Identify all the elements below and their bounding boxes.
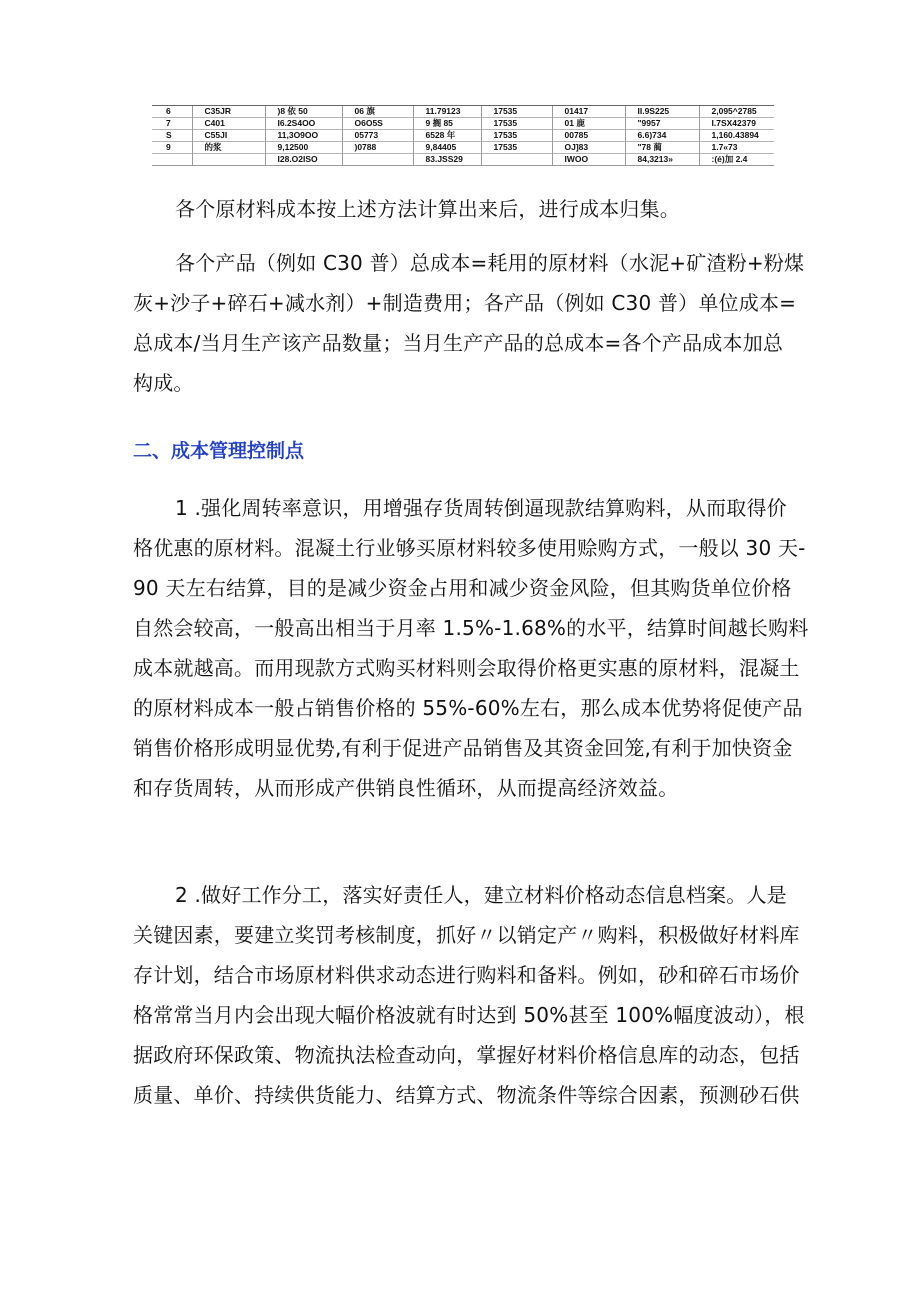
text-line: 成本就越高。而用现款方式购买材料则会取得价格更实惠的原材料，混凝土 [133, 656, 800, 680]
table-cell: 9,12500 [265, 142, 342, 154]
text-line: 销售价格形成明显优势,有利于促进产品销售及其资金回笼,有利于加快资金 [133, 736, 793, 760]
table-cell: 84,3213» [625, 154, 699, 166]
paragraph-turnover-awareness [133, 488, 809, 808]
table-row [152, 118, 774, 130]
text-line: 1 .强化周转率意识，用增强存货周转倒逼现款结算购料，从而取得价 [175, 496, 787, 520]
text-line: 构成。 [133, 371, 194, 395]
table-cell: 11,3O9OO [265, 130, 342, 142]
table-row [152, 106, 774, 118]
table-cell: 7 [152, 118, 192, 130]
table-cell: "78 蔺 [625, 142, 699, 154]
text-line: 各个原材料成本按上述方法计算出来后，进行成本归集。 [175, 197, 680, 221]
text-line: 和存货周转，从而形成产供销良性循环，从而提高经济效益。 [133, 776, 679, 800]
table-cell: 的浆 [192, 142, 265, 154]
table-cell: 01417 [552, 106, 625, 118]
table-row [152, 142, 774, 154]
table-cell: OJ]83 [552, 142, 625, 154]
table-cell: I28.O2ISO [265, 154, 342, 166]
table-cell: S [152, 130, 192, 142]
table-cell: 9,84405 [413, 142, 481, 154]
table-cell: 17535 [481, 106, 552, 118]
text-line: 格常常当月内会出现大幅价格波就有时达到 50%甚至 100%幅度波动），根 [133, 1003, 805, 1027]
table-cell: IWOO [552, 154, 625, 166]
table-cell [152, 154, 192, 166]
text-line: 质量、单价、持续供货能力、结算方式、物流条件等综合因素，预测砂石供 [133, 1083, 800, 1107]
table-cell: 17535 [481, 118, 552, 130]
text-line: 总成本/当月生产该产品数量；当月生产产品的总成本=各个产品成本加总 [133, 331, 784, 355]
table-cell: II.9S225 [625, 106, 699, 118]
text-line: 格优惠的原材料。混凝土行业够买原材料较多使用赊购方式，一般以 30 天- [133, 536, 806, 560]
table-cell: I6.2S4OO [265, 118, 342, 130]
section-heading: 二、成本管理控制点 [133, 440, 305, 462]
table-cell: 06 旗 [342, 106, 413, 118]
table-cell [481, 154, 552, 166]
table-cell: 6528 年 [413, 130, 481, 142]
table-cell: 11.79123 [413, 106, 481, 118]
text-line: 各个产品（例如 C30 普）总成本=耗用的原材料（水泥+矿渣粉+粉煤 [175, 251, 805, 275]
table-cell: I.7SX42379 [699, 118, 774, 130]
text-line: 关键因素，要建立奖罚考核制度，抓好〃以销定产〃购料，积极做好材料库 [133, 923, 800, 947]
table-cell: )0788 [342, 142, 413, 154]
table-cell: C35JR [192, 106, 265, 118]
table-cell: 6.6)734 [625, 130, 699, 142]
table-cell: 83.JSS29 [413, 154, 481, 166]
table-cell: 05773 [342, 130, 413, 142]
table-cell [192, 154, 265, 166]
table-cell: "9957 [625, 118, 699, 130]
text-line: 90 天左右结算，目的是减少资金占用和减少资金风险，但其购货单位价格 [133, 576, 792, 600]
table-cell: 9 搁 85 [413, 118, 481, 130]
table-row [152, 154, 774, 166]
paragraph-work-division [133, 875, 805, 1115]
table-cell: 2,095^2785 [699, 106, 774, 118]
table-row [152, 130, 774, 142]
text-line: 据政府环保政策、物流执法检查动向，掌握好材料价格信息库的动态，包括 [133, 1043, 800, 1067]
table-cell: 00785 [552, 130, 625, 142]
table-cell: )8 依 50 [265, 106, 342, 118]
table-cell: C55JI [192, 130, 265, 142]
table-cell: C401 [192, 118, 265, 130]
table-cell: 9 [152, 142, 192, 154]
table-cell [342, 154, 413, 166]
table-cell: 17535 [481, 142, 552, 154]
text-line: 存计划，结合市场原材料供求动态进行购料和备料。例如，砂和碎石市场价 [133, 963, 800, 987]
table-cell: :(é)加 2.4 [699, 154, 774, 166]
table-cell: 1.7«73 [699, 142, 774, 154]
paragraph-total-cost-formula [133, 243, 805, 403]
table-cell: O6O5S [342, 118, 413, 130]
table-cell: 17535 [481, 130, 552, 142]
table-cell: 01 鹿 [552, 118, 625, 130]
paragraph-cost-collection [133, 189, 793, 229]
text-line: 的原材料成本一般占销售价格的 55%-60%左右，那么成本优势将促使产品 [133, 696, 803, 720]
table-cell: 6 [152, 106, 192, 118]
text-line: 2 .做好工作分工，落实好责任人，建立材料价格动态信息档案。人是 [175, 883, 787, 907]
cost-table-fragment [152, 105, 774, 166]
text-line: 自然会较高，一般高出相当于月率 1.5%-1.68%的水平，结算时间越长购料 [133, 616, 809, 640]
table-cell: 1,160.43894 [699, 130, 774, 142]
text-line: 灰+沙子+碎石+减水剂）+制造费用；各产品（例如 C30 普）单位成本= [133, 291, 797, 315]
